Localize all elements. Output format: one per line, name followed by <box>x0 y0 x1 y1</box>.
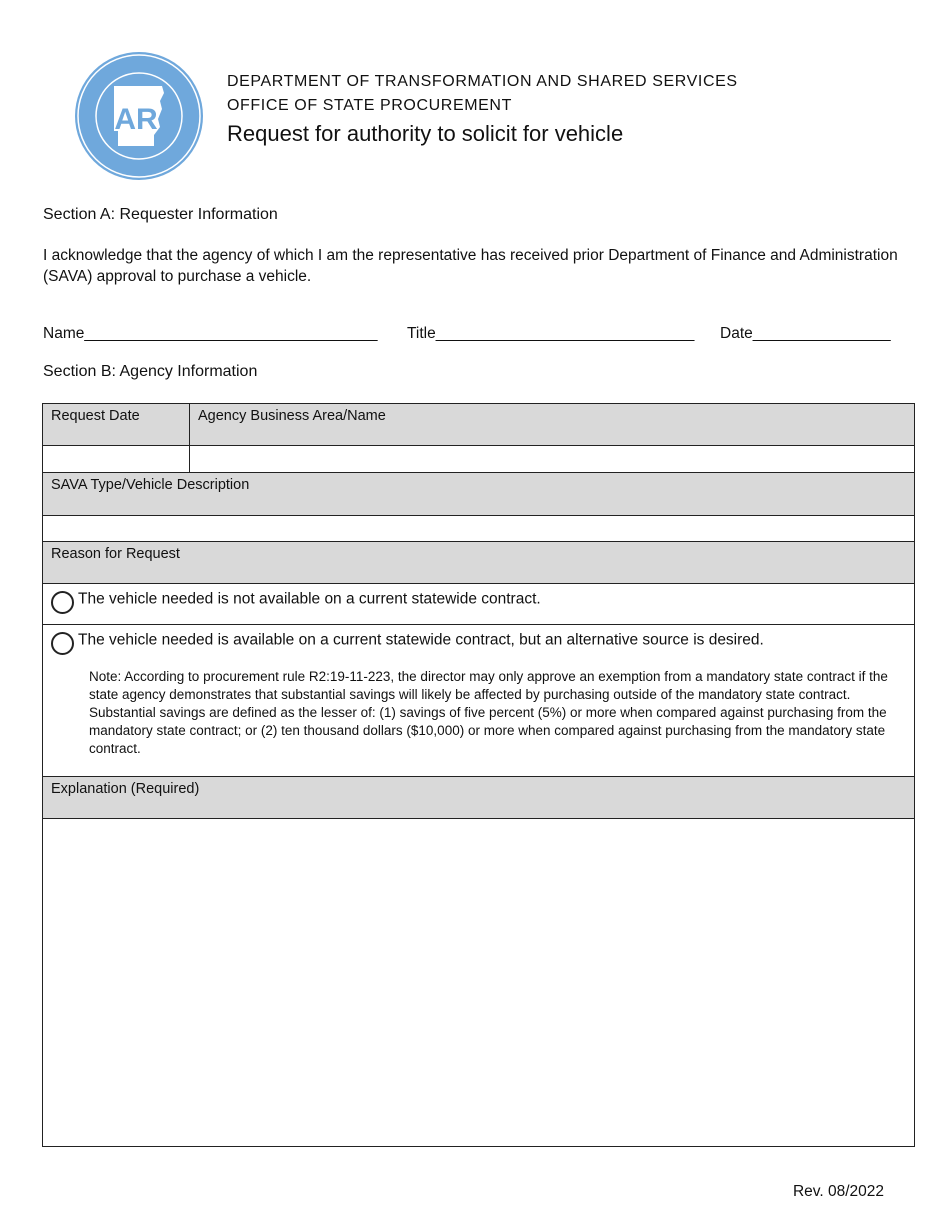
agency-business-area-label: Agency Business Area/Name <box>190 404 915 446</box>
reason-option-not-available[interactable] <box>43 584 915 625</box>
name-field[interactable]: Name__________________________________ <box>43 325 378 342</box>
agency-business-area-input[interactable] <box>190 446 915 473</box>
office-name: OFFICE OF STATE PROCUREMENT <box>227 97 512 114</box>
department-name: DEPARTMENT OF TRANSFORMATION AND SHARED SERVICES <box>227 73 738 90</box>
section-a-heading: Section A: Requester Information <box>43 206 278 223</box>
section-b-heading: Section B: Agency Information <box>43 363 258 380</box>
svg-text:AR: AR <box>114 103 158 136</box>
form-title: Request for authority to solicit for vehicle <box>227 121 624 146</box>
option-label: The vehicle needed is not available on a current statewide contract. <box>78 590 541 608</box>
procurement-rule-note: Note: According to procurement rule R2:19-11-223, the director may only approve an exemption from a mandatory state contract if the state agency demonstrates that substantial savings will likely be affected by purchasing outside of the mandatory state contract. Substantial savings are defined as the lesser of: (1) savings of five percent (5%) or more when compared against purchasing from the mandatory state contract; or (2) ten thousand dollars ($10,000) or more when compared against purchasing from the mandatory state contract. <box>89 669 888 756</box>
reason-option-alternative-source[interactable] <box>43 625 915 777</box>
arkansas-dtss-seal-logo <box>74 51 204 181</box>
sava-type-input[interactable] <box>43 516 915 542</box>
reason-for-request-label: Reason for Request <box>43 542 915 584</box>
revision-date: Rev. 08/2022 <box>792 1183 884 1200</box>
radio-button[interactable] <box>51 591 74 614</box>
sava-type-label: SAVA Type/Vehicle Description <box>43 473 915 516</box>
explanation-input[interactable] <box>43 819 915 1147</box>
acknowledgement-text: I acknowledge that the agency of which I am the representative has received prior Department of Finance and Administration (SAVA) approval to purchase a vehicle. <box>43 247 898 285</box>
request-date-input[interactable] <box>43 446 190 473</box>
request-date-label: Request Date <box>43 404 190 446</box>
radio-button[interactable] <box>51 632 74 655</box>
explanation-label: Explanation (Required) <box>43 777 915 819</box>
title-field[interactable]: Title______________________________ <box>407 325 695 342</box>
document-header <box>227 70 738 150</box>
agency-information-table <box>42 403 915 1147</box>
option-label: The vehicle needed is available on a current statewide contract, but an alternative source is desired. <box>78 631 764 649</box>
date-field[interactable]: Date________________ <box>720 325 891 342</box>
